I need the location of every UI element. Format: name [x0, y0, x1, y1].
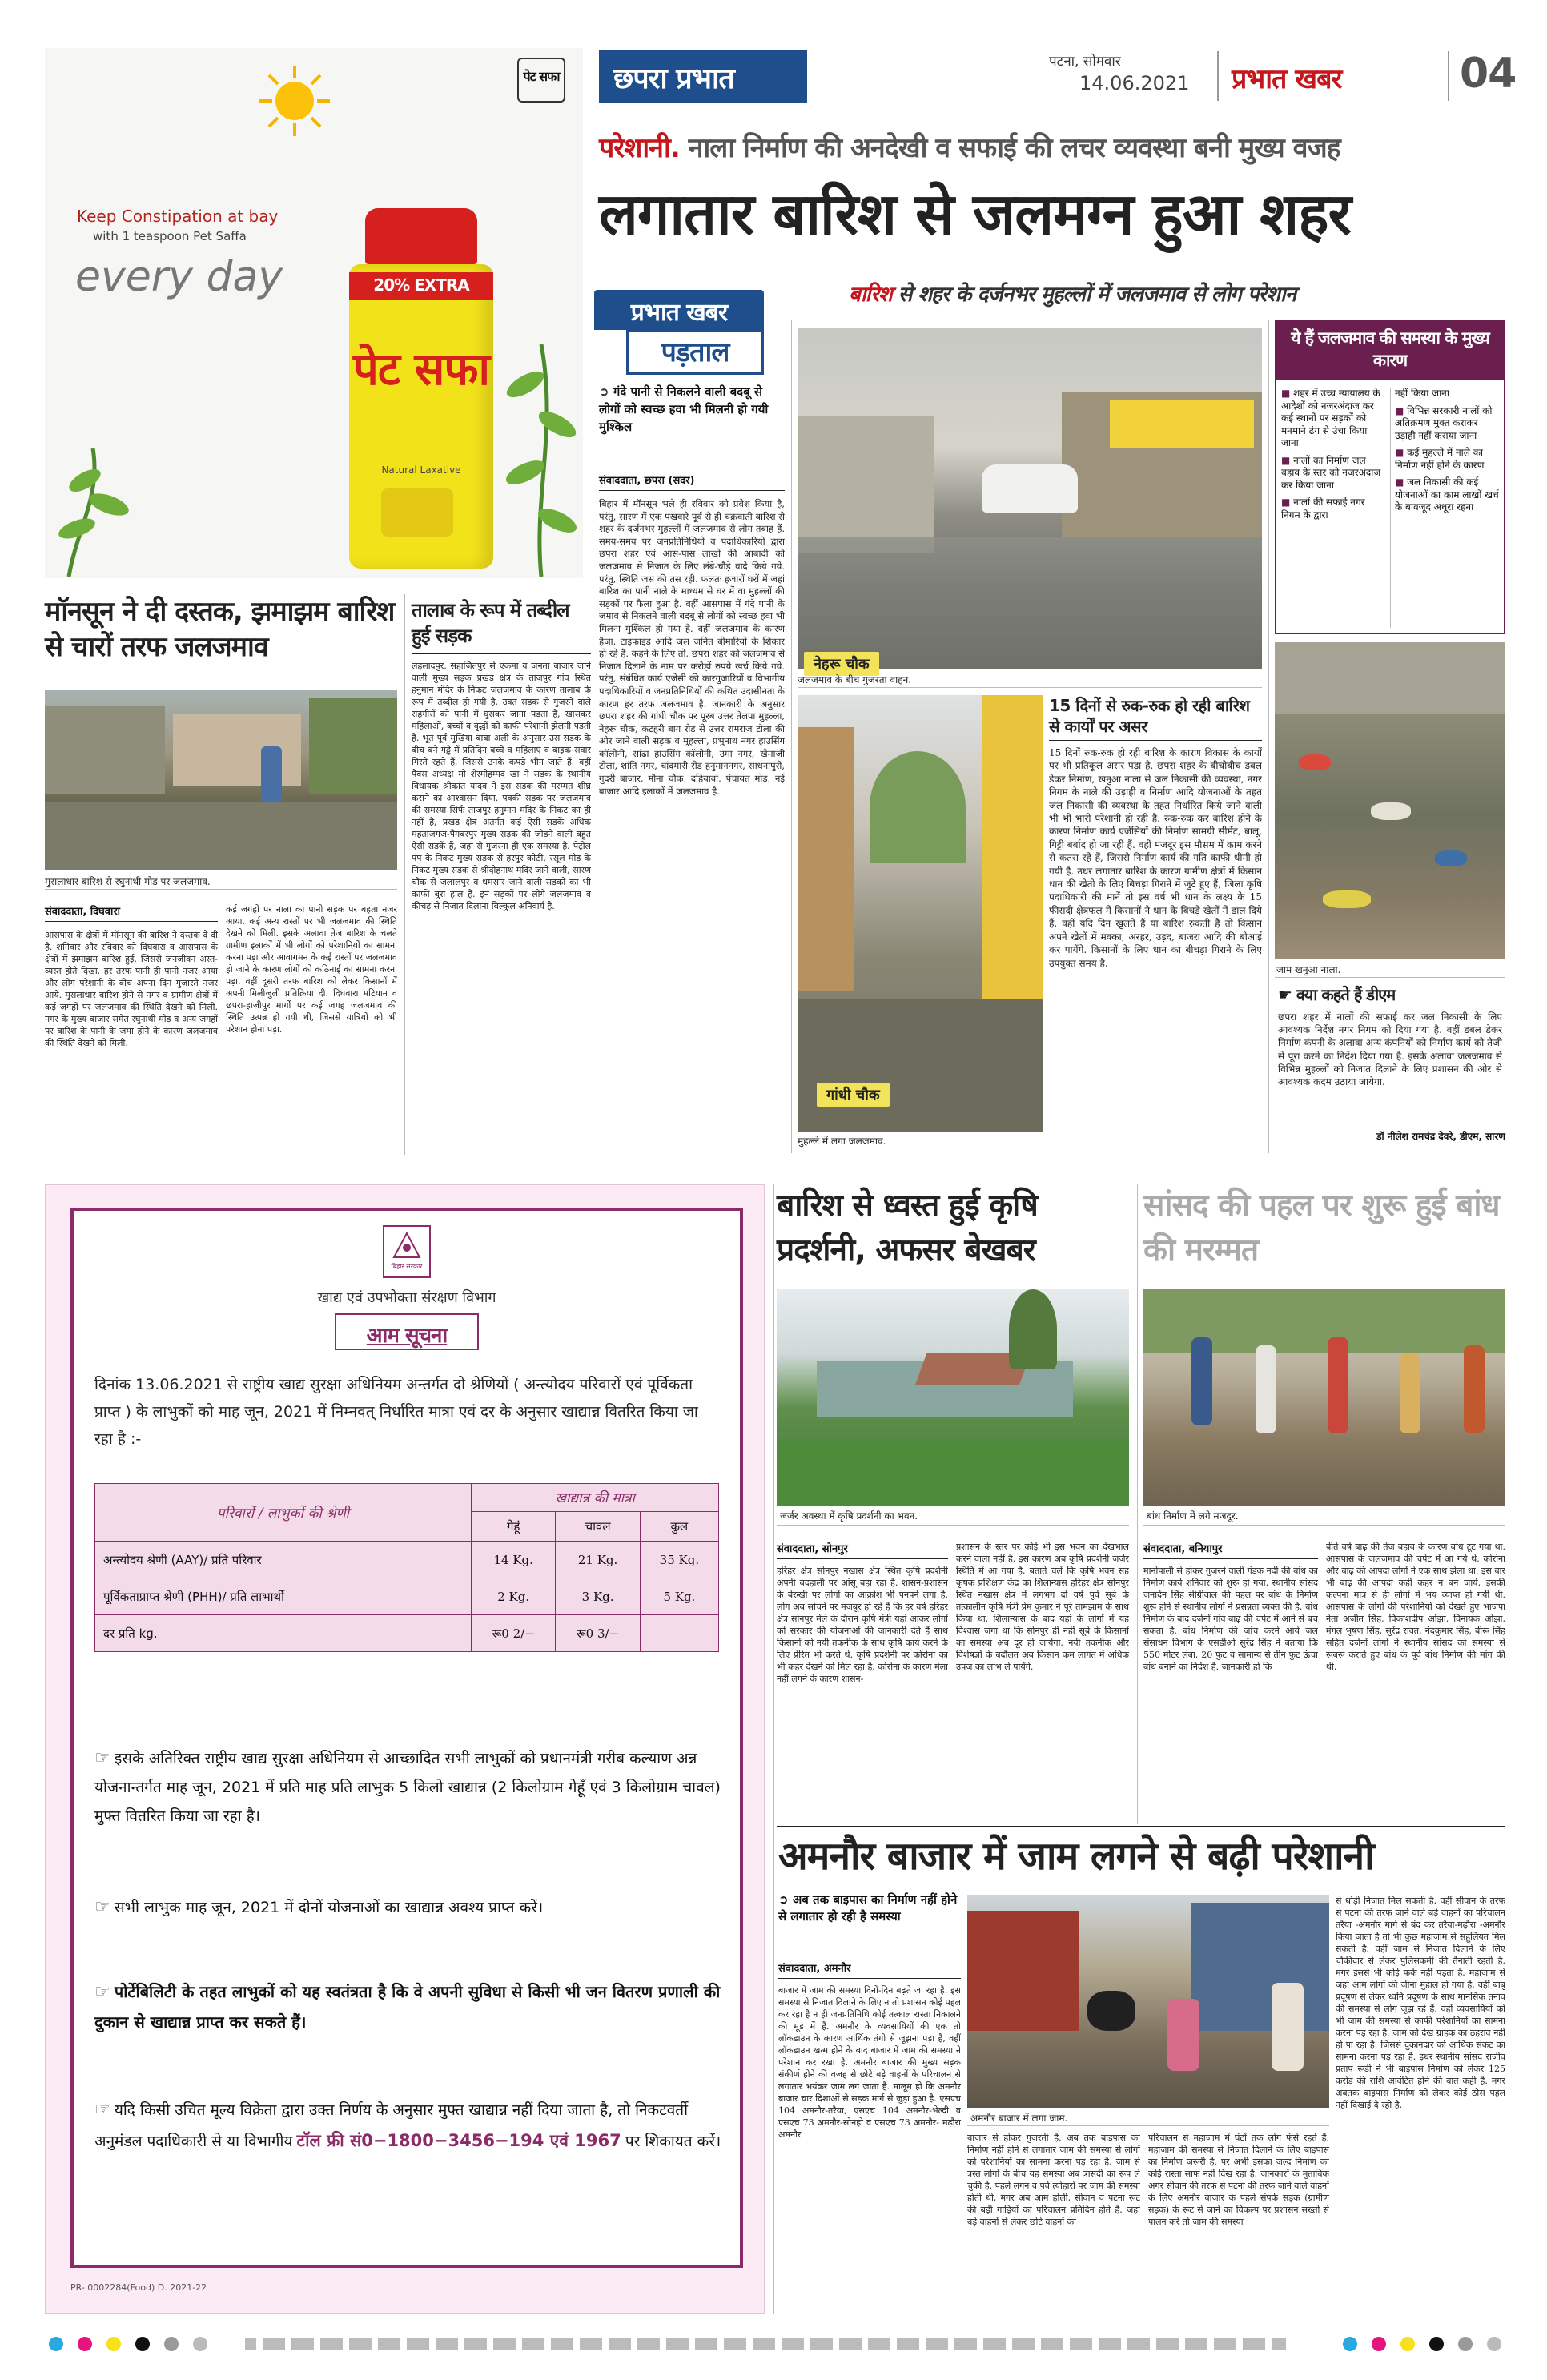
- saansad-headline: सांसद की पहल पर शुरू हुई बांध की मरम्मत: [1143, 1188, 1500, 1268]
- ad-brand-small: पेट सफा: [517, 58, 565, 103]
- ad-plant-right: [493, 336, 581, 577]
- photo-krishi: [777, 1289, 1129, 1506]
- city-day: पटना, सोमवार: [1049, 54, 1121, 70]
- photo1-tag: नेहरू चौक: [804, 652, 879, 676]
- sun-icon: [258, 64, 332, 138]
- photo-monsoon: [45, 690, 397, 870]
- reasons-left: [1281, 388, 1387, 521]
- bullet-arrow-icon: ➲: [778, 1892, 789, 1907]
- lead-bullet: ➲ गंदे पानी से निकलने वाली बदबू से लोगों को स्वच्छ हवा भी मिलनी हो गयी मुश्किल: [599, 384, 769, 434]
- dm-title: ☛ क्या कहते हैं डीएम: [1278, 985, 1396, 1004]
- box-15days-title: 15 दिनों से रुक-रुक हो रही बारिश से कार्यों पर असर: [1049, 696, 1250, 736]
- ad-tagline-2: with 1 teaspoon Pet Saffa: [93, 229, 247, 243]
- ad-plant-left: [53, 432, 157, 577]
- reason-item: ■ विभिन्न सरकारी नालों को अतिक्रमण मुक्त कराकर उड़ाही नहीं कराया जाना: [1395, 404, 1493, 441]
- paper-logo: प्रभात खबर: [1232, 63, 1342, 95]
- notice-table-cell: 21 Kg.: [556, 1542, 640, 1578]
- box-15days-body: 15 दिनों रुक-रुक हो रही बारिश के कारण विकास के कार्यों पर भी प्रतिकूल असर पड़ा है. छपरा शहर के बीचोबीच डबल डेकर निर्माण, खनुआ नाला से जल निकासी की व्यवस्था, नगर निगम के नाले की उड़ाही व निर्माण आदि योजनाओं के तहत जल निकासी की व्यवस्था के तहत निर्धारित किये जाने वाली भी भी भारी परेशानी हो रही है. रुक-रुक कर बारिश होने के कारण निर्माण कार्य एजेंसियों की निर्माण सामग्री सीमेंट, बालू, गिट्टी बर्बाद हो जा रही हैं. वहीं मजदूर इस मौसम में काम करने से कतरा रहे हैं, जिससे निर्माण कार्य की गति काफी धीमी हो गयी है. उधर लगातार बारिश के कारण ग्रामीण क्षेत्रों में किसान धान की खेती के लिए बिचड़ा गिराने में जुटे हुए हैं, जिला कृषि पदाधिकारी की मानें तो इस वर्ष भी धान के लक्ष्य के 15 फीसदी क्षेत्रफल में किसानों ने धान के बिचड़े खेतों में डाल दिये हैं. वहीं यदि दिन खुलते हैं या बारिश रुकती है तो किसान अपने खेतों में मक्का, अरहर, उड़द, बाजरा आदि की बोआई कर पायेंगे. किसानों के लिए धान का बीचड़ा गिराने के लिए उपयुक्त समय है.: [1049, 747, 1262, 969]
- notice-dept: खाद्य एवं उपभोक्ता संरक्षण विभाग: [317, 1289, 496, 1306]
- krishi-caption: जर्जर अवस्था में कृषि प्रदर्शनी का भवन.: [780, 1510, 918, 1522]
- reason-item: ■ नालों की सफाई नगर निगम के द्वारा: [1281, 497, 1365, 521]
- lead-subhead-red: बारिश: [849, 283, 892, 307]
- lead-kicker: [599, 128, 1504, 165]
- notice-table-group: खाद्यान्न की मात्रा: [472, 1484, 719, 1512]
- notice-table-cell: [640, 1615, 718, 1652]
- ad-every-day: every day: [75, 253, 283, 301]
- notice-intro: दिनांक 13.06.2021 से राष्ट्रीय खाद्य सुरक्षा अधिनियम अन्तर्गत दो श्रेणियों ( अन्त्योदय परिवारों एवं पूर्विकता प्राप्त ) के लाभुकों को माह जून, 2021 में निम्नवत् निर्धारित मात्रा एवं दर के अनुसार खाद्यान्न वितरित किया जा रहा है :-: [94, 1376, 698, 1448]
- notice-table-sub: चावल: [556, 1511, 640, 1541]
- monsoon-body-2: कई जगहों पर नाला का पानी सड़क पर बहता नजर आया. कई अन्य रास्तों पर भी जलजमाव की स्थिति देखने को मिली. इसके अलावा तेज बारिश के चलते ग्रामीण इलाकों में भी लोगों को परेशानियों का सामना करना पड़ा और आवागमन के कई रास्तों पर जलजमाव हो जाने के कारण लोगों को कठिनाई का सामना करना पड़ा. वहीं दूसरी तरफ बारिश को लेकर किसानों में अपनी मिलीजुली प्रतिक्रिया दी. दिघवारा मटियान व छपरा-हाजीपुर मार्गों पर कई जगह जलजमाव की स्थिति उत्पन्न हो गयी थी, जिससे यात्रियों को भी परेशान होना पड़ा.: [226, 904, 397, 1035]
- hand-point-icon: ☞: [94, 2100, 110, 2120]
- notice-point-2: ☞ सभी लाभुक माह जून, 2021 में दोनों योजनाओं का खाद्यान्न अवश्य प्राप्त करें।: [94, 1897, 544, 1917]
- krishi-headline: बारिश से ध्वस्त हुई कृषि प्रदर्शनी, अफसर बेखबर: [777, 1188, 1038, 1268]
- notice-table-cell: 14 Kg.: [472, 1542, 556, 1578]
- photo-saansad: [1143, 1289, 1505, 1506]
- notice-table-cell: दर प्रति kg.: [95, 1615, 472, 1652]
- amnaur-body-2: बाजार से होकर गुजरती है. अब तक बाइपास का निर्माण नहीं होने से लगातार जाम की समस्या से लोगों को परेशानियों का सामना करना पड़ रहा है. जाम से त्रस्त लोगों के बीच यह समस्या अब त्रासदी का रूप ले चुकी है. पहले लगन व पर्व त्योहारों पर जाम की समस्या होती थी, मगर अब आम होली, सीवान व पटना रूट की बड़ी गाड़ियों का परिचालन प्रतिदिन होते हैं. जहां बड़े वाहनों से लेकर छोटे वाहनों का: [967, 2133, 1140, 2227]
- photo-gandhi-chowk: [798, 695, 1043, 1132]
- reasons-title: ये हैं जलजमाव की समस्या के मुख्य कारण: [1276, 322, 1504, 380]
- bihar-emblem: बिहार सरकार: [383, 1225, 431, 1278]
- talab-body: लहलादपुर. सहाजितपुर से एकमा व जनता बाजार जाने वाली मुख्य सड़क प्रखंड क्षेत्र के ताजपुर गांव स्थित हनुमान मंदिर के निकट जलजमाव के कारण तालाब के रूप में तब्दील हो गयी है. उक्त सड़क से गुजरने वाले राहगीरों को पानी में घुसकर जाना पड़ता है, खासकर महिलाओं, बच्चों व वृद्धों को काफी परेशानी झेलनी पड़ती है. भूत पूर्व मुखिया बाबा अली के अनुसार उस सड़क के बीच बने गड्ढे में प्रतिदिन बच्चे व महिलाएं व बाइक सवार गिरते रहते हैं, जिससे उनके कपड़े भीग जाते हैं. वहीं पैक्स अध्यक्ष मो शेरमोहम्मद खां ने सड़क के स्थानीय विधायक श्रीकांत यादव ने इस सड़क की मरम्मत शीघ्र कराने का आश्वासन दिया. पक्की सड़क पर जलजमाव की समस्या सिर्फ ताजपुर हनुमान मंदिर के निकट का ही नहीं है, प्रखंड क्षेत्र अंतर्गत कई ऐसी सड़कें अधिक महताजगंज-पैगंबरपुर मुख्य सड़क की जोड़ने वाली बहुत ऐसी सड़कें हैं, जहां से गुजरना ही एक समस्या है. पेट्रोल पंप के निकट मुख्य सड़क से हरपुर कोठी, रसूल मोड़ के निकट मुख्य सड़क से श्रीदोहनाथ मंदिर जाने वाली, सारण चौक से जलालपुर व धमसार जाने वाली सड़कों का भी काफी बुरा हाल है. इन सड़कों पर लोगे जलजमाव व कीचड़ से निजात दिलाना बिल्कुल अनिवार्य है.: [412, 661, 591, 911]
- notice-table-cell: अन्त्योदय श्रेणी (AAY)/ प्रति परिवार: [95, 1542, 472, 1578]
- saansad-body-2: बीते वर्ष बाढ़ की तेज बहाव के कारण बांध टूट गया था. आसपास के जलजमाव की चपेट में आ गये थे. कोरोना और बाढ़ की आपदा लोगों ने एक साथ झेला था. इस बार भी बाढ़ की आपदा कहीं कहर न बन जाये, इसकी कल्पना मात्र से ही लोगों में भय व्याप्त हो गयी थी. आसपास के लोगों की परेशानियों को देखते हुए भाजपा नेता अजीत सिंह, विकाशदीप ओझा, विनायक ओझा, मंगल भूषण सिंह, सुरेंद्र रावत, नंदकुमार सिंह, बीरू सिंह सहित दर्जनों लोगों ने स्थानीय सांसद को समस्या से रूबरू कराते हुए बांध के पूर्व बांध निर्माण की मांग की थी.: [1326, 1542, 1505, 1672]
- lead-body: बिहार में मॉनसून भले ही रविवार को प्रवेश किया है, परंतु, सारण में एक पखवारे पूर्व से ही चक्रवाती बारिश से शहर के दर्जनभर मुहल्लों में जलजमाव से लोग तबाह हैं. समय-समय पर जनप्रतिनिधियों व पदाधिकारियों द्वारा छपरा शहर एवं आस-पास लाखों की आबादी को जलजमाव से निजात के लिए लंबे-चौड़े वादे किये गये. परंतु, स्थिति जस की तस रही. फलतः हजारों घरों में जहां बारिश का पानी नाले के माध्यम से घर में वा मुहल्लों की सड़कों पर फैला हुआ है. वहीं आसपास में गंदे पानी के जमाव से निकलने वाली बदबू से लोगों को स्वच्छ हवा भी मिलना मुश्किल हो गया है. वहीं जलजमाव के कारण हैजा, टाइफाइड आदि जल जनित बीमारियों के शिकार हो रहे हैं. कहने के लिए तो, छपरा शहर को जलजमाव से निजात दिलाने के नाम पर करोड़ों रुपये खर्च किये गये. परंतु, संबंधित कार्य एजेंसी की कारगुजारियों व विभागीय पदाधिकारियों व जनप्रतिनिधियों की कथित उदासीनता के कारण हर तरफ जलजमाव है. जानकारी के अनुसार छपरा शहर की गांधी चौक पर पूरब उत्तर तेलपा मुहल्ला, नेहरू चौक, कटहरी बाग रोड से उत्तर रामराज टोला की ओर जाने वाली सड़क व मुहल्ला, प्रभुनाथ नगर हाउसिंग कॉलोनी, सांढ़ा हाउसिंग कॉलोनी, उमा नगर, खेमाजी टोला, शांति नगर, चांदमारी रोड हनुमाननगर, साधनापुरी, गुदरी बाजार, मौना चौक, दहियावां, पंचायत मोड़, नई बाजार आदि इलाकों में जलजमाव है.: [599, 498, 785, 797]
- notice-table-sub: कुल: [640, 1511, 718, 1541]
- ad-extra-badge: 20% EXTRA: [349, 272, 493, 300]
- krishi-body-1: हरिहर क्षेत्र सोनपुर नखास क्षेत्र स्थित कृषि प्रदर्शनी अपनी बदहाली पर आंसू बहा रहा है. शासन-प्रशासन के बेरुखी पर लोगों का आक्रोश भी पनपने लगा है. लोग अब सोचने पर मजबूर हो रहे हैं कि हर वर्ष हरिहर क्षेत्र सोनपुर मेले के दौरान कृषि मंत्री यहां आकर लोगों को सरकार की योजनाओं की जानकारी देते हैं साथ किसानों को नयी तकनीक के साथ कृषि कार्य करने के लिए प्रेरित भी करते थे. कृषि प्रदर्शनी पर कोरोना का भी कहर देखने को मिल रहा है. कोरोना के कारण मेला नहीं लगने के कारण शासन-: [777, 1566, 948, 1684]
- saansad-byline: संवाददाता, बनियापुर: [1143, 1543, 1223, 1555]
- amnaur-caption: अमनौर बाजार में लगा जाम.: [970, 2113, 1068, 2124]
- talab-headline: तालाब के रूप में तब्दील हुई सड़क: [412, 599, 569, 647]
- dm-sign: डॉ नीलेश रामचंद्र देवरे, डीएम, सारण: [1376, 1131, 1505, 1142]
- lead-byline: संवाददाता, छपरा (सदर): [599, 475, 695, 487]
- lead-headline: लगातार बारिश से जलमग्न हुआ शहर: [599, 180, 1351, 247]
- ad-bottle: [333, 208, 509, 569]
- reason-item: नहीं किया जाना: [1395, 388, 1449, 399]
- notice-table-cell: रू0 2/−: [472, 1615, 556, 1652]
- reasons-box: [1275, 320, 1505, 634]
- notice-table: [94, 1483, 719, 1652]
- notice-table-cell: पूर्विकताप्राप्त श्रेणी (PHH)/ प्रति लाभार्थी: [95, 1578, 472, 1615]
- monsoon-headline: मॉनसून ने दी दस्तक, झमाझम बारिश से चारों तरफ जलजमाव: [45, 596, 395, 663]
- notice-point-3: ☞ पोर्टेबिलिटी के तहत लाभुकों को यह स्वतंत्रता है कि वे अपनी सुविधा से किसी भी जन वितरण प्रणाली की दुकान से खाद्यान्न प्राप्त कर सकते हैं।: [94, 1982, 721, 2032]
- amnaur-headline: अमनौर बाजार में जाम लगने से बढ़ी परेशानी: [778, 1834, 1374, 1879]
- issue-date: 14.06.2021: [1079, 72, 1190, 94]
- krishi-byline: संवाददाता, सोनपुर: [777, 1543, 848, 1555]
- notice-table-cell: 2 Kg.: [472, 1578, 556, 1615]
- notice-table-cell: 35 Kg.: [640, 1542, 718, 1578]
- ad-product-name: पेट सफा: [352, 344, 490, 396]
- hand-point-icon: ☞: [94, 1897, 110, 1917]
- notice-table-col1: परिवारों / लाभुकों की श्रेणी: [95, 1484, 472, 1542]
- photo-khanua-nala: [1275, 642, 1505, 959]
- hand-point-icon: ☞: [94, 1748, 110, 1768]
- bullet-arrow-icon: ➲: [599, 384, 609, 399]
- notice-table-cell: 3 Kg.: [556, 1578, 640, 1615]
- amnaur-byline: संवाददाता, अमनौर: [778, 1963, 851, 1975]
- amnaur-bullet: ➲ अब तक बाइपास का निर्माण नहीं होने से लगातार हो रही है समस्या: [778, 1892, 958, 1924]
- notice-pr: PR- 0002284(Food) D. 2021-22: [70, 2282, 207, 2293]
- lead-kicker-red: परेशानी.: [599, 132, 680, 164]
- reason-item: ■ कई मुहल्ले में नाले का निर्माण नहीं होने के कारण: [1395, 447, 1485, 471]
- ad-tagline-1: Keep Constipation at bay: [77, 207, 279, 226]
- reason-item: ■ नालों का निर्माण जल बहाव के स्तर को नजरअंदाज कर किया जाना: [1281, 454, 1381, 491]
- notice-tollfree: टॉल फ्री सं0−1800−3456−194 एवं 1967: [296, 2131, 621, 2150]
- photo2-caption: मुहल्ले में लगा जलजमाव.: [798, 1136, 886, 1147]
- notice-point-4: ☞ यदि किसी उचित मूल्य विक्रेता द्वारा उक्त निर्णय के अनुसार मुफ्त खाद्यान्न नहीं दिया जाता है, तो निकटवर्ती अनुमंडल पदाधिकारी से या विभागीय टॉल फ्री सं0−1800−3456−194 एवं 1967 पर शिकायत करें।: [94, 2100, 721, 2150]
- padtal-logo: प्रभात खबर पड़ताल: [594, 290, 764, 375]
- photo-nehru-chowk: [798, 328, 1262, 669]
- lead-kicker-text: नाला निर्माण की अनदेखी व सफाई की लचर व्यवस्था बनी मुख्य वजह: [688, 132, 1340, 164]
- photo-amnaur: [967, 1895, 1329, 2108]
- saansad-body-1: मानोपाली से होकर गुजरने वाली गंडक नदी की बांध का निर्माण कार्य शनिवार को शुरू हो गया. स्थानीय सांसद जनार्दन सिंह सीग्रीवाल की पहल पर बांध के निर्माण शुरू होने से स्थानीय लोगों ने प्रसन्नता व्यक्त की है. बांध निर्माण के बाद दर्जनों गांव बाढ़ की चपेट में आने से बच सकता है. बांध निर्माण की जांच करने आये जल संसाधन विभाग के एसडीओ सुरेंद्र सिंह ने बताया कि 550 मीटर लंबा, 20 फुट व सामान्य से तीन फुट ऊंचा बांध बनाने का निर्देश है. जानकारी हो कि: [1143, 1566, 1318, 1672]
- notice-ad: [45, 1184, 765, 2314]
- hand-point-icon: ☞: [94, 1982, 110, 2002]
- saansad-caption: बांध निर्माण में लगे मजदूर.: [1147, 1510, 1239, 1522]
- krishi-body-2: प्रशासन के स्तर पर कोई भी इस भवन का देखभाल करने वाला नहीं है. इस कारण अब कृषि प्रदर्शनी जर्जर स्थिति में आ गया है. बताते चलें कि कृषि भवन सह कृषक प्रशिक्षण केंद्र का शिलान्यास हरिहर क्षेत्र सोनपुर स्थित नखास क्षेत्र में लगभग दो वर्ष पूर्व सूबे के तत्कालीन कृषि मंत्री प्रेम कुमार ने पूरे तामझाम के साथ किया था. शिलान्यास के बाद यहां के लोगों में यह विश्वास जगा था कि सोनपुर ही नहीं सूबे के किसानों का समस्या अब दूर हो जायेगा. नयी तकनीक और विशेषज्ञों के बदौलत अब किसान कम लागत में अधिक उपज का लाभ ले पायेंगे.: [956, 1542, 1129, 1672]
- notice-table-cell: रू0 3/−: [556, 1615, 640, 1652]
- monsoon-body-1: आसपास के क्षेत्रों में मॉनसून की बारिश ने दस्तक दे दी है. शनिवार और रविवार को दिघवारा व आसपास के क्षेत्रों में झमाझम बारिश हुई, जिससे जनजीवन अस्त-व्यस्त होते दिखा. हर तरफ पानी ही पानी नजर आया और लोग परेशानी के बीच अपना दिन गुजारते नजर आये. मुसलाधार बारिश होने से नगर व ग्रामीण क्षेत्रों में कई जगहों पर जलजमाव की स्थिति देखने को मिली. नगर के मुख्य बाजार समेत रघुनाथी मोड़ व अन्य जगहों पर बारिश के पानी के जमा होने के कारण जलजमाव की स्थिति देखने को मिली.: [45, 930, 218, 1048]
- amnaur-body-1: बाजार में जाम की समस्या दिनों-दिन बढ़ते जा रहा है. इस समस्या से निजात दिलाने के लिए न तो प्रशासन कोई पहल कर रहा है न ही जनप्रतिनिधि कोई तत्काल रास्ता निकालने की मूड में हैं. अमनौर के व्यवसायियों की एक तो लॉकडाउन के कारण आर्थिक तंगी से जूझना पड़ा है, वहीं लॉकडाउन खत्म होने के बाद बाजार में जाम की समस्या ने परेशान कर रखा है. अमनौर बाजार की मुख्य सड़क संकीर्ण होने की वजह से छोटे बड़े वाहनों के परिचालन से लगातार भयंकर जाम लग जाता है. मालूम हो कि अमनौर बाजार चार दिशाओं से सड़क मार्ग से जुड़ा हुआ है. एसएच 104 अमनौर-तरैया, एसएच 104 अमनौर-भेल्दी व एसएच 73 अमनौर-सोनहो व एसएच 73 अमनौर- मढ़ौरा अमनौर: [778, 1985, 961, 2140]
- notice-table-sub: गेहूं: [472, 1511, 556, 1541]
- photo1-caption: जलजमाव के बीच गुजरता वाहन.: [798, 674, 912, 685]
- photo2-tag: गांधी चौक: [817, 1083, 890, 1107]
- reasons-right: [1395, 388, 1501, 514]
- monsoon-caption: मुसलाधार बारिश से रघुनाथी मोड़ पर जलजमाव.: [45, 876, 211, 887]
- masthead: [599, 48, 1517, 112]
- page-number: 04: [1460, 50, 1517, 98]
- section-tag: छपरा प्रभात: [599, 50, 807, 103]
- notice-point-1: ☞ इसके अतिरिक्त राष्ट्रीय खाद्य सुरक्षा अधिनियम से आच्छादित सभी लाभुकों को प्रधानमंत्री गरीब कल्याण अन्न योजनान्तर्गत माह जून, 2021 में प्रति माह प्रति लाभुक 5 किलो खाद्यान्न (2 किलोग्राम गेहूँ एवं 3 किलोग्राम चावल) मुफ्त वितरित किया जा रहा है।: [94, 1748, 721, 1825]
- khanua-caption: जाम खनुआ नाला.: [1276, 964, 1341, 975]
- notice-table-cell: 5 Kg.: [640, 1578, 718, 1615]
- amnaur-body-4: से थोड़ी निजात मिल सकती है. वहीं सीवान के तरफ से पटना की तरफ जाने वाले बड़े वाहनों का परिचालन तरैया -अमनौर मार्ग से बंद कर तरैया-मढ़ौरा -अमनौर किया जाता है तो भी कुछ महाजाम से सहूलियत मिल सकती है. वहीं जाम से निजात दिलाने के लिए चौकीदार से लेकर पुलिसकर्मी की तैनाती रहती है. मगर इससे भी कोई फर्क नहीं पड़ता है. महाजाम से जहां आम लोगों की जीना मुहाल हो गया है, वहीं बाबू प्रदूषण से लेकर ध्वनि प्रदूषण के साथ मानसिक तनाव की समस्या से लोग जूझ रहे हैं. वहीं व्यवसायियों को भी जाम की समस्या से काफी परेशानियों का सामना करना पड़ रहा है. जाम को देख ग्राहक का ठहराव नहीं हो पा रहा है, जिससे दुकानदार को आर्थिक संकट का सामना करना पड़ रहा है. इधर स्थानीय सांसद राजीव प्रताप रूडी ने भी बाइपास निर्माण को लेकर 125 करोड़ की राशि आवंटित होने की बात कही है. मगर अबतक बाइपास निर्माण को लेकर कोई ठोस पहल नहीं दिखाई दे रही है.: [1336, 1896, 1505, 2110]
- monsoon-byline: संवाददाता, दिघवारा: [45, 906, 121, 918]
- dm-body: छपरा शहर में नालों की सफाई कर जल निकासी के लिए आवश्यक निर्देश नगर निगम को दिया गया है. वहीं डबल डेकर निर्माण कंपनी के अलावा अन्य कंपनियों को निर्माण कार्य को तेजी से पूरा करने का निर्देश दिया गया है. इसके अलावा जलजमाव से विभिन्न मुहल्लों को निजात दिलाने के लिए प्रशासन की ओर से आवश्यक कदम उठाया जायेगा.: [1278, 1011, 1502, 1088]
- hand-point-icon: ☛: [1278, 985, 1296, 1004]
- reason-item: ■ जल निकासी की कई योजनाओं का काम लाखों खर्च के बावजूद अधूरा रहना: [1395, 476, 1499, 513]
- lead-subhead: [849, 279, 1505, 308]
- ad-natural: Natural Laxative: [381, 464, 461, 476]
- ad-pet-saffa: [45, 48, 583, 578]
- lead-subhead-text: से शहर के दर्जनभर मुहल्लों में जलजमाव से लोग परेशान: [898, 283, 1296, 307]
- amnaur-body-3: परिचालन से महाजाम में घंटों तक लोग फंसे रहते हैं. महाजाम की समस्या से निजात दिलाने के लिए बाइपास का निर्माण जरूरी है. पर अभी इसका जल्द निर्माण का कोई रास्ता साफ नहीं दिख रहा है. जानकारों के मुताबिक अगर सीवान की तरफ से पटना की तरफ जाने वाले वाहनों के लिए अमनौर बाजार के पहले संपर्क सड़क (ग्रामीण सड़क) के रूट से जाने का विकल्प पर प्रशासन सख्ती से पालन करे तो जाम की समस्या: [1148, 2133, 1329, 2227]
- registration-marks: [45, 2332, 1505, 2356]
- reason-item: ■ शहर में उच्च न्यायालय के आदेशों को नजरअंदाज कर कई स्थानों पर सड़कों को मनमाने ढंग से उंचा किया जाना: [1281, 388, 1380, 448]
- notice-title: आम सूचना: [335, 1313, 479, 1350]
